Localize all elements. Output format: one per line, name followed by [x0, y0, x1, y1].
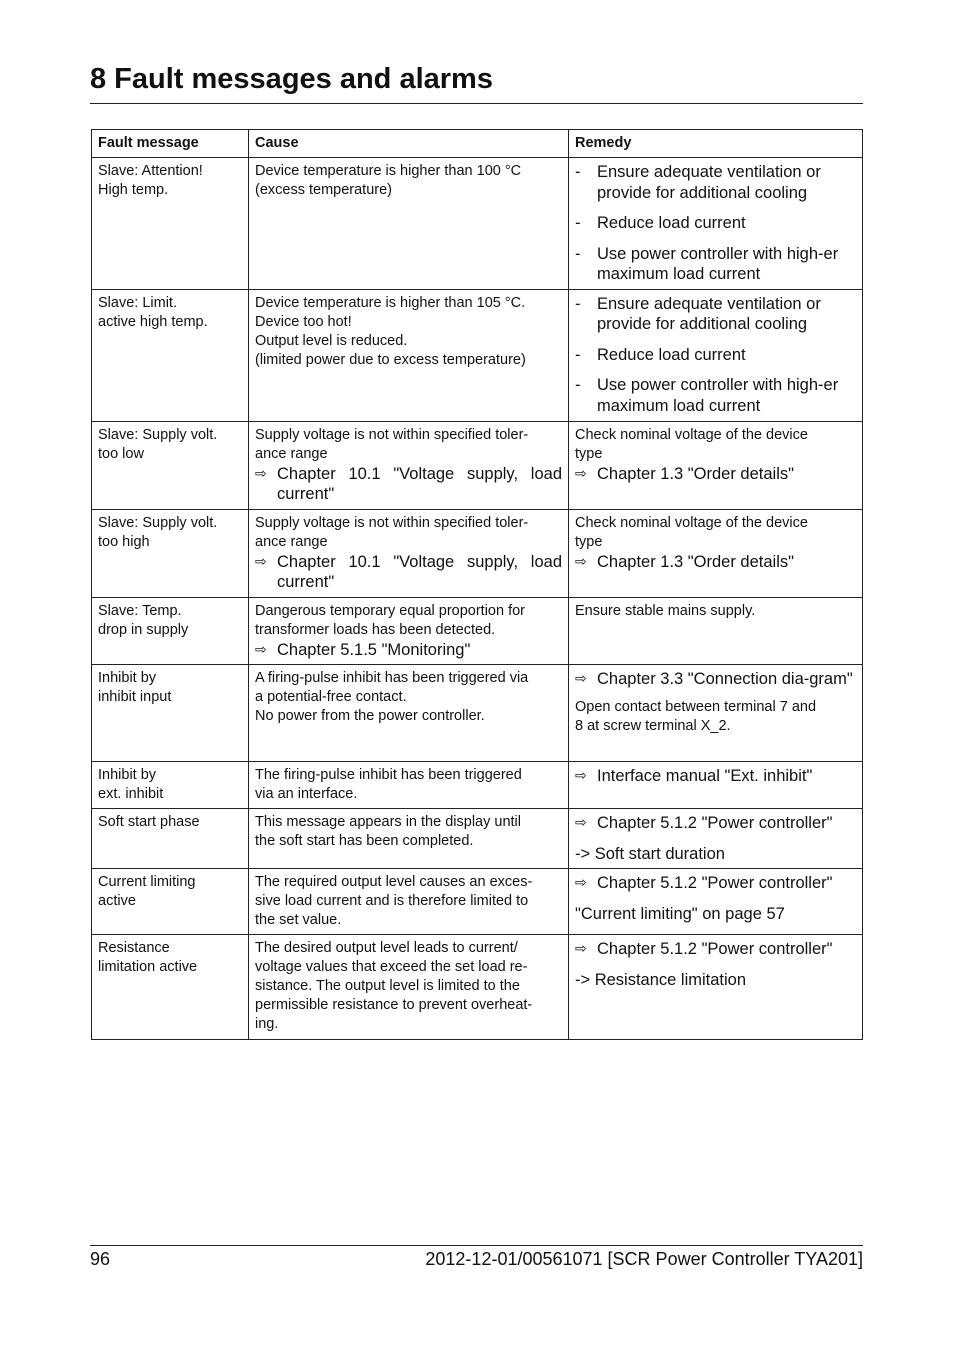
cause-line: Output level is reduced.	[255, 332, 408, 349]
fault-message-line: Inhibit by	[98, 767, 157, 783]
cause-reference	[255, 640, 562, 661]
fault-message-cell	[92, 809, 249, 869]
arrow-right-icon: ⇨	[255, 641, 267, 658]
cause-line: ance range	[255, 533, 328, 550]
footer-divider	[90, 1245, 863, 1246]
remedy-cell	[569, 158, 863, 290]
remedy-cell	[569, 762, 863, 809]
cause-line: via an interface.	[255, 786, 358, 802]
fault-message-line: active	[98, 893, 136, 909]
cause-cell	[249, 869, 569, 935]
remedy-cell	[569, 509, 863, 597]
dash-bullet: -	[575, 244, 581, 263]
cause-line: Supply voltage is not within specified toler-	[255, 514, 529, 531]
cause-line: No power from the power controller.	[255, 708, 485, 724]
dash-bullet: -	[575, 376, 581, 394]
table-row	[92, 158, 863, 290]
remedy-item	[575, 244, 856, 285]
remedy-cell	[569, 597, 863, 665]
dash-bullet: -	[575, 163, 581, 181]
cause-line: (excess temperature)	[255, 182, 392, 198]
cause-line: the soft start has been completed.	[255, 833, 474, 849]
fault-message-line: too high	[98, 533, 150, 550]
table-row	[92, 289, 863, 421]
remedy-reference-text: Chapter 1.3 "Order details"	[597, 552, 794, 571]
fault-message-line: active high temp.	[98, 313, 208, 330]
remedy-line: Open contact between terminal 7 and	[575, 698, 817, 715]
remedy-reference-text: Chapter 5.1.2 "Power controller"	[597, 814, 833, 832]
remedy-item-text: Use power controller with high-er maximum load current	[597, 376, 839, 415]
fault-message-cell	[92, 289, 249, 421]
page-title: 8 Fault messages and alarms	[90, 63, 493, 95]
table-header-row	[92, 130, 863, 158]
cause-cell	[249, 809, 569, 869]
remedy-cell	[569, 421, 863, 509]
fault-message-line: Slave: Limit.	[98, 294, 177, 311]
cause-cell	[249, 421, 569, 509]
remedy-note: -> Resistance limitation	[575, 970, 747, 989]
document-reference: 2012-12-01/00561071 [SCR Power Controller TYA201]	[425, 1249, 863, 1269]
cause-cell	[249, 509, 569, 597]
cause-cell	[249, 935, 569, 1040]
fault-message-cell	[92, 509, 249, 597]
remedy-line: Check nominal voltage of the device	[575, 426, 808, 443]
cause-line: a potential-free contact.	[255, 689, 407, 705]
table-row	[92, 809, 863, 869]
fault-message-line: ext. inhibit	[98, 786, 164, 802]
table-row	[92, 421, 863, 509]
remedy-reference-text: Chapter 5.1.2 "Power controller"	[597, 874, 833, 892]
table-row	[92, 762, 863, 809]
remedy-item	[575, 213, 856, 234]
fault-message-cell	[92, 421, 249, 509]
remedy-line: Ensure stable mains supply.	[575, 602, 756, 619]
remedy-line: type	[575, 445, 603, 462]
fault-message-line: Soft start phase	[98, 814, 200, 830]
cause-cell	[249, 597, 569, 665]
fault-message-line: Current limiting	[98, 874, 196, 890]
fault-message-line: drop in supply	[98, 621, 189, 638]
arrow-right-icon: ⇨	[575, 875, 587, 891]
remedy-cell	[569, 665, 863, 762]
page-number: 96	[90, 1249, 111, 1269]
remedy-reference	[575, 552, 856, 573]
remedy-cell	[569, 869, 863, 935]
cause-line: ance range	[255, 445, 328, 462]
fault-message-line: Slave: Supply volt.	[98, 514, 218, 531]
fault-message-cell	[92, 935, 249, 1040]
cause-line: Dangerous temporary equal proportion for	[255, 602, 526, 619]
cause-line: Device temperature is higher than 100 °C	[255, 163, 522, 179]
dash-bullet: -	[575, 294, 581, 313]
fault-message-line: Resistance	[98, 940, 170, 956]
table-row	[92, 935, 863, 1040]
remedy-item	[575, 345, 856, 366]
cause-line: ing.	[255, 1016, 279, 1032]
arrow-right-icon: ⇨	[255, 553, 267, 570]
fault-messages-table	[91, 129, 863, 1040]
remedy-reference	[575, 873, 856, 894]
table-row	[92, 597, 863, 665]
cause-line: Supply voltage is not within specified toler-	[255, 426, 529, 443]
fault-message-cell	[92, 665, 249, 762]
cause-line: The desired output level leads to current/	[255, 940, 518, 956]
table-row	[92, 509, 863, 597]
column-header-remedy: Remedy	[569, 130, 863, 158]
cause-line: This message appears in the display until	[255, 814, 521, 830]
fault-message-cell	[92, 158, 249, 290]
arrow-right-icon: ⇨	[575, 815, 587, 831]
arrow-right-icon: ⇨	[575, 941, 587, 957]
remedy-reference-text: Chapter 3.3 "Connection dia-gram"	[597, 670, 853, 688]
arrow-right-icon: ⇨	[255, 465, 267, 482]
remedy-line: Check nominal voltage of the device	[575, 514, 808, 531]
cause-line: sive load current and is therefore limited to	[255, 893, 529, 909]
cause-cell	[249, 289, 569, 421]
remedy-item-text: Reduce load current	[597, 345, 746, 364]
cause-cell	[249, 665, 569, 762]
arrow-right-icon: ⇨	[575, 671, 587, 687]
cause-line: the set value.	[255, 912, 342, 928]
remedy-reference	[575, 939, 856, 960]
cause-line: The firing-pulse inhibit has been triggered	[255, 767, 522, 783]
dash-bullet: -	[575, 345, 581, 364]
fault-message-line: Inhibit by	[98, 670, 157, 686]
remedy-reference-text: Chapter 5.1.2 "Power controller"	[597, 940, 833, 958]
arrow-right-icon: ⇨	[575, 768, 587, 784]
fault-message-cell	[92, 762, 249, 809]
fault-message-cell	[92, 597, 249, 665]
remedy-reference	[575, 766, 856, 787]
column-header-cause: Cause	[249, 130, 569, 158]
cause-line: Device too hot!	[255, 313, 352, 330]
remedy-reference	[575, 813, 856, 834]
cause-reference	[255, 464, 562, 505]
cause-reference-text: Chapter 5.1.5 "Monitoring"	[277, 640, 471, 659]
remedy-reference	[575, 669, 856, 690]
table-row	[92, 665, 863, 762]
cause-cell	[249, 158, 569, 290]
fault-message-line: limitation active	[98, 959, 198, 975]
cause-reference-text: Chapter 10.1 "Voltage supply, load current"	[277, 552, 562, 591]
remedy-cell	[569, 935, 863, 1040]
table-row	[92, 869, 863, 935]
remedy-cell	[569, 809, 863, 869]
dash-bullet: -	[575, 214, 581, 232]
arrow-right-icon: ⇨	[575, 553, 587, 570]
remedy-item	[575, 294, 856, 335]
remedy-reference	[575, 464, 856, 485]
cause-line: Device temperature is higher than 105 °C.	[255, 294, 526, 311]
remedy-reference-text: Chapter 1.3 "Order details"	[597, 464, 794, 483]
cause-line: A firing-pulse inhibit has been triggered via	[255, 670, 529, 686]
fault-message-line: Slave: Temp.	[98, 602, 182, 619]
arrow-right-icon: ⇨	[575, 465, 587, 482]
remedy-line: type	[575, 533, 603, 550]
cause-line: transformer loads has been detected.	[255, 621, 496, 638]
remedy-item	[575, 375, 856, 416]
fault-message-line: inhibit input	[98, 689, 172, 705]
cause-line: voltage values that exceed the set load re-	[255, 959, 528, 975]
remedy-reference-text: Interface manual "Ext. inhibit"	[597, 767, 813, 785]
remedy-item	[575, 162, 856, 203]
remedy-line: 8 at screw terminal X_2.	[575, 717, 731, 734]
remedy-item-text: Ensure adequate ventilation or provide for additional cooling	[597, 163, 821, 202]
remedy-item-text: Use power controller with high-er maximum load current	[597, 244, 839, 283]
remedy-item-text: Reduce load current	[597, 214, 746, 232]
fault-message-line: Slave: Supply volt.	[98, 426, 218, 443]
cause-cell	[249, 762, 569, 809]
column-header-fault-message: Fault message	[92, 130, 249, 158]
remedy-note: -> Soft start duration	[575, 844, 725, 863]
cause-reference	[255, 552, 562, 593]
cause-line: (limited power due to excess temperature)	[255, 351, 526, 368]
cause-line: sistance. The output level is limited to the	[255, 978, 520, 994]
title-divider	[90, 103, 863, 104]
remedy-note: "Current limiting" on page 57	[575, 904, 785, 923]
fault-message-cell	[92, 869, 249, 935]
fault-message-line: too low	[98, 445, 144, 462]
fault-message-line: High temp.	[98, 182, 169, 198]
remedy-cell	[569, 289, 863, 421]
cause-reference-text: Chapter 10.1 "Voltage supply, load current"	[277, 464, 562, 503]
cause-line: The required output level causes an exces-	[255, 874, 533, 890]
remedy-item-text: Ensure adequate ventilation or provide for additional cooling	[597, 294, 821, 333]
fault-message-line: Slave: Attention!	[98, 163, 203, 179]
cause-line: permissible resistance to prevent overheat-	[255, 997, 533, 1013]
